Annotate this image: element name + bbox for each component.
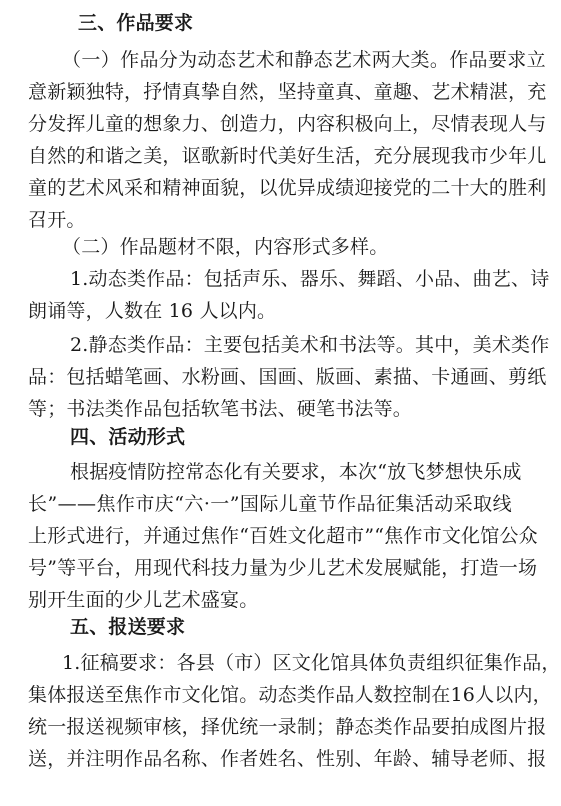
paragraph-line: 意 新 颖 独 特 ， 抒 情 真 挚 自 然 ， 坚 持 童 真 、 童 趣 、 艺 术 精 湛 ， 充 [28,81,547,103]
paragraph-line: 自 然 的 和 谐 之 美 ， 讴 歌 新 时 代 美 好 生 活 ， 充 分 展 现 我 市 少 年 儿 [28,145,547,167]
subsection-heading: （二）作品题材不限，内容形式多样。 [62,236,389,258]
section-5-heading: 五、报送要求 [70,616,186,638]
paragraph-line: 召开。 [28,209,86,231]
paragraph-line: 根 据 疫 情 防 控 常 态 化 有 关 要 求 ， 本 次 “ 放 飞 梦 想 快 乐 成 [70,461,522,483]
section-4-heading: 四、活动形式 [70,426,186,448]
paragraph-line: 号 ” 等 平 台 ， 用 现 代 科 技 力 量 为 少 儿 艺 术 发 展 赋 能 ， 打 造 一 场 [28,557,538,579]
paragraph-line: 童 的 艺 术 风 采 和 精 神 面 貌 ， 以 优 异 成 绩 迎 接 党 的 二 十 大 的 胜 利 [28,177,547,199]
paragraph-line: 集 体 报 送 至 焦 作 市 文 化 馆 。 动 态 类 作 品 人 数 控 制 在 1 6 人 以 内 ， [28,684,552,706]
paragraph-line: 别开生面的少儿艺术盛宴。 [28,589,259,611]
paragraph-line: 朗诵等，人数在 16 人以内。 [28,300,277,322]
paragraph-line: 统 一 报 送 视 频 审 核 ， 择 优 统 一 录 制 ； 静 态 类 作 品 要 拍 成 图 片 报 [28,716,547,738]
paragraph-line: （ 一 ） 作 品 分 为 动 态 艺 术 和 静 态 艺 术 两 大 类 。 作 品 要 求 立 [62,49,546,71]
paragraph-line: 送 ， 并 注 明 作 品 名 称 、 作 者 姓 名 、 性 别 、 年 龄 、 辅 导 老 师 、 报 [28,748,547,770]
section-3-heading: 三、作品要求 [78,12,194,34]
paragraph-line: 1 . 动 态 类 作 品 ： 包 括 声 乐 、 器 乐 、 舞 蹈 、 小 品 、 曲 艺 、 诗 [70,268,550,290]
paragraph-line: 长 ” — — 焦 作 市 庆 “ 六 · 一 ” 国 际 儿 童 节 作 品 征 集 活 动 采 取 线 [28,493,512,515]
paragraph-line: 1 . 征 稿 要 求 ： 各 县 （ 市 ） 区 文 化 馆 具 体 负 责 组 织 征 集 作 品 ， [62,652,561,674]
paragraph-line: 等；书法类作品包括软笔书法、硬笔书法等。 [28,398,413,420]
paragraph-line: 上 形 式 进 行 ， 并 通 过 焦 作 “ 百 姓 文 化 超 市 ” “ 焦 作 市 文 化 馆 公 众 [28,525,538,547]
paragraph-line: 2 . 静 态 类 作 品 ： 主 要 包 括 美 术 和 书 法 等 。 其 中 ， 美 术 类 作 [70,334,550,356]
paragraph-line: 分 发 挥 儿 童 的 想 象 力 、 创 造 力 ， 内 容 积 极 向 上 ， 尽 情 表 现 人 与 [28,113,547,135]
paragraph-line: 品 ： 包 括 蜡 笔 画 、 水 粉 画 、 国 画 、 版 画 、 素 描 、 卡 通 画 、 剪 纸 [28,366,547,388]
